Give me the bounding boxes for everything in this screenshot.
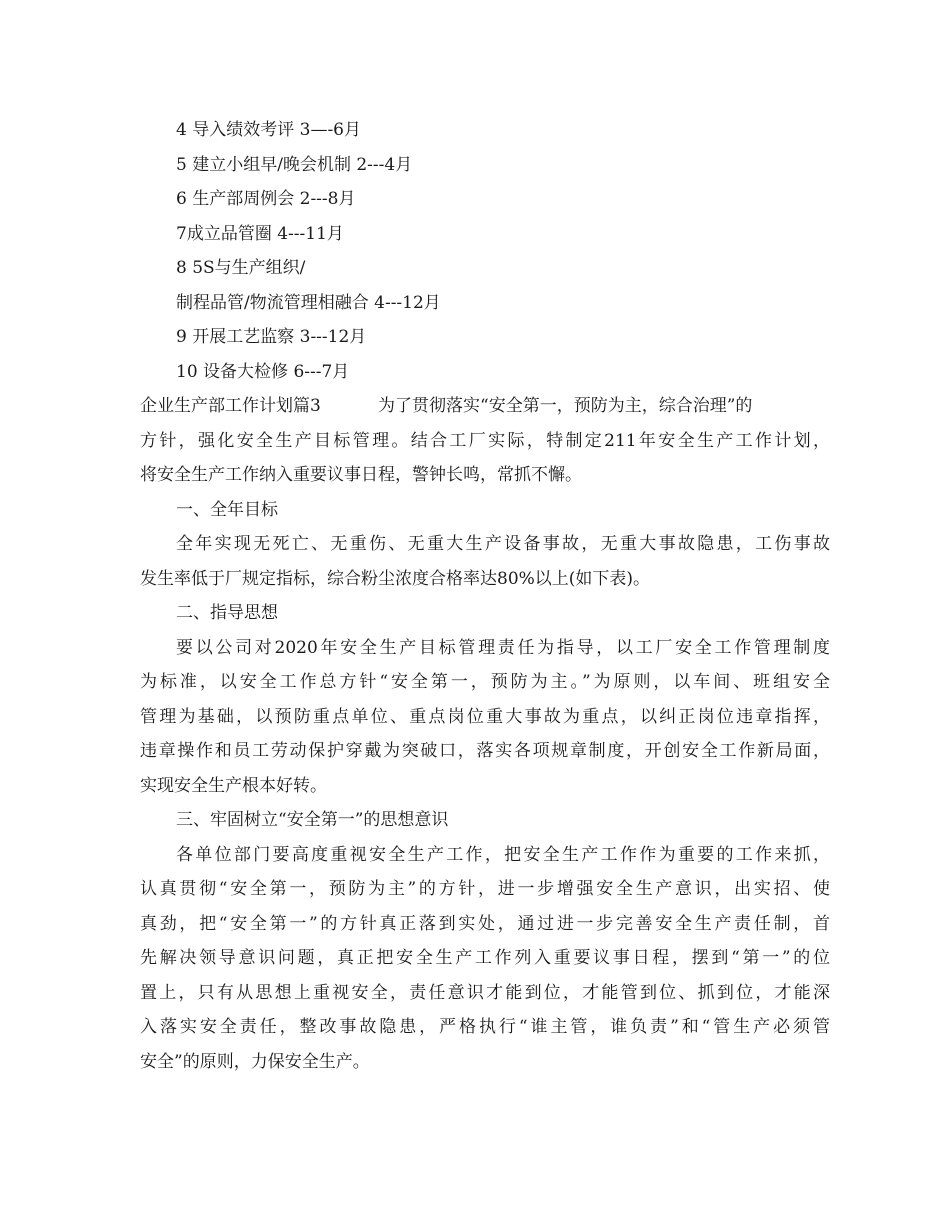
paragraph-line: 为标准，以安全工作总方针“安全第一，预防为主。”为原则，以车间、班组安全 — [140, 672, 830, 692]
paragraph-line: 安全”的原则，力保安全生产。 — [140, 1051, 370, 1072]
list-item: 6 生产部周例会 2---8月 — [176, 189, 356, 209]
list-item: 4 导入绩效考评 3—-6月 — [176, 120, 361, 140]
schedule-list — [140, 113, 830, 389]
paragraph-line: 真劲，把“安全第一”的方针真正落到实处，通过进一步完善安全生产责任制，首 — [140, 913, 830, 934]
paragraph-line: 违章操作和员工劳动保护穿戴为突破口，落实各项规章制度，开创安全工作新局面， — [140, 741, 830, 761]
paragraph-line: 发生率低于厂规定指标，综合粉尘浓度合格率达80%以上(如下表)。 — [140, 568, 651, 589]
paragraph-line: 置上，只有从思想上重视安全，责任意识才能到位，才能管到位、抓到位，才能深 — [140, 982, 830, 1003]
list-item: 7成立品管圈 4---11月 — [176, 223, 344, 244]
paragraph-line: 先解决领导意识问题，真正把安全生产工作列入重要议事日程，摆到“第一”的位 — [140, 948, 830, 968]
mindset-section — [140, 803, 830, 1079]
paragraph-line: 实现安全生产根本好转。 — [140, 775, 327, 796]
paragraph-line: 入落实安全责任，整改事故隐患，严格执行“谁主管，谁负责”和“管生产必须管 — [140, 1017, 830, 1037]
section3-first-line — [140, 389, 830, 424]
paragraph-line: 全年实现无死亡、无重伤、无重大生产设备事故，无重大事故隐患，工伤事故 — [176, 534, 830, 554]
paragraph-line: 管理为基础，以预防重点单位、重点岗位重大事故为重点，以纠正岗位违章指挥， — [140, 706, 830, 727]
paragraph-line: 要以公司对2020年安全生产目标管理责任为指导，以工厂安全工作管理制度 — [176, 637, 830, 658]
paragraph-line: 方针，强化安全生产目标管理。结合工厂实际，特制定211年安全生产工作计划， — [140, 430, 830, 451]
list-item: 8 5S与生产组织/ — [176, 258, 306, 278]
document-page — [140, 113, 830, 1079]
guide-section — [140, 596, 830, 803]
mindset-heading: 三、牢固树立“安全第一”的思想意识 — [176, 810, 449, 830]
list-item: 制程品管/物流管理相融合 4---12月 — [176, 292, 441, 313]
list-item: 9 开展工艺监察 3---12月 — [176, 327, 367, 347]
guide-heading: 二、指导思想 — [176, 603, 278, 623]
paragraph-line: 为了贯彻落实“安全第一，预防为主，综合治理”的 — [378, 396, 753, 416]
paragraph-line: 将安全生产工作纳入重要议事日程，警钟长鸣，常抓不懈。 — [140, 465, 582, 485]
section3-heading: 企业生产部工作计划篇3 — [140, 396, 321, 416]
paragraph-line: 各单位部门要高度重视安全生产工作，把安全生产工作作为重要的工作来抓， — [176, 844, 830, 865]
goal-section — [140, 493, 830, 597]
goal-heading: 一、全年目标 — [176, 499, 278, 520]
list-item: 5 建立小组早/晚会机制 2---4月 — [176, 154, 413, 175]
paragraph-line: 认真贯彻“安全第一，预防为主”的方针，进一步增强安全生产意识，出实招、使 — [140, 879, 830, 899]
section3 — [140, 389, 830, 493]
list-item: 10 设备大检修 6---7月 — [176, 361, 350, 382]
